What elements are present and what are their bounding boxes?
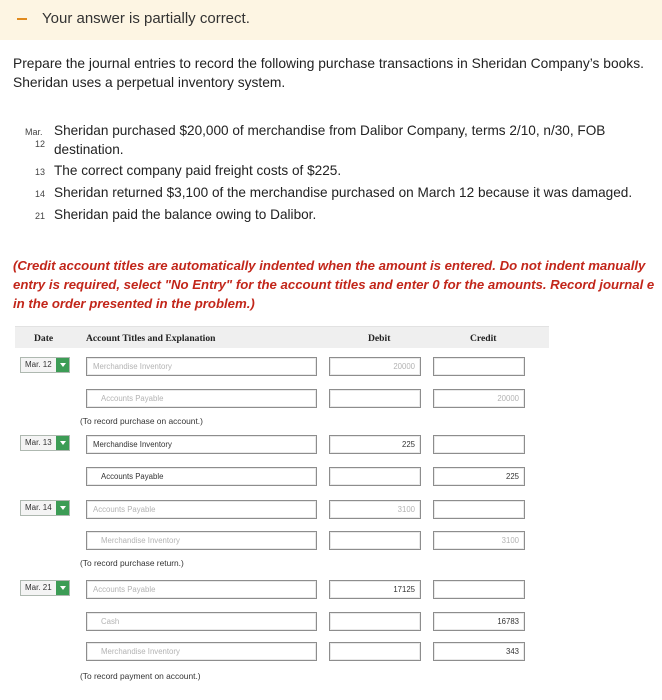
transaction-text: The correct company paid freight costs of $225. — [54, 163, 342, 178]
date-select[interactable] — [20, 580, 70, 596]
header-credit: Credit — [470, 333, 497, 344]
chevron-down-icon[interactable] — [56, 581, 69, 595]
feedback-banner — [0, 0, 662, 40]
transaction-day: 14 — [35, 189, 46, 199]
date-select[interactable] — [20, 500, 70, 516]
date-value: Mar. 13 — [25, 438, 52, 447]
debit-input[interactable]: 3100 — [329, 500, 421, 519]
debit-input[interactable] — [329, 642, 421, 661]
problem-statement: Prepare the journal entries to record the following purchase transactions in Sheridan Company’s books. Sheridan uses a perpetual inventory system. — [13, 56, 644, 90]
transaction-day: 13 — [35, 167, 46, 177]
transaction-text: Sheridan returned $3,100 of the merchandise purchased on March 12 because it was damaged. — [54, 185, 633, 200]
account-input[interactable]: Merchandise Inventory — [86, 531, 317, 550]
credit-input[interactable]: 16783 — [433, 612, 525, 631]
credit-input[interactable] — [433, 500, 525, 519]
debit-input[interactable] — [329, 389, 421, 408]
credit-input[interactable]: 3100 — [433, 531, 525, 550]
instructions-line: (Credit account titles are automatically indented when the amount is entered. Do not indent manually — [13, 258, 646, 273]
credit-input[interactable]: 343 — [433, 642, 525, 661]
date-value: Mar. 12 — [25, 360, 52, 369]
date-select[interactable] — [20, 435, 70, 451]
header-date: Date — [34, 333, 54, 344]
debit-input[interactable] — [329, 467, 421, 486]
instructions-line: in the order presented in the problem.) — [13, 296, 255, 311]
transaction-day: 21 — [35, 211, 46, 221]
instructions-line: entry is required, select "No Entry" for the account titles and enter 0 for the amounts. Record journal e — [13, 277, 655, 292]
minus-icon — [17, 18, 27, 20]
debit-input[interactable] — [329, 531, 421, 550]
account-input[interactable]: Cash — [86, 612, 317, 631]
account-input[interactable]: Merchandise Inventory — [86, 357, 317, 376]
transaction-text: Sheridan paid the balance owing to Dalibor. — [54, 207, 317, 222]
debit-input[interactable]: 20000 — [329, 357, 421, 376]
debit-input[interactable] — [329, 612, 421, 631]
account-input[interactable]: Accounts Payable — [86, 467, 317, 486]
debit-input[interactable]: 225 — [329, 435, 421, 454]
debit-input[interactable]: 17125 — [329, 580, 421, 599]
credit-input[interactable] — [433, 435, 525, 454]
feedback-text: Your answer is partially correct. — [42, 10, 250, 27]
account-input[interactable]: Accounts Payable — [86, 580, 317, 599]
transaction-text: destination. — [54, 142, 124, 157]
date-value: Mar. 14 — [25, 503, 52, 512]
account-input[interactable]: Merchandise Inventory — [86, 435, 317, 454]
chevron-down-icon[interactable] — [56, 501, 69, 515]
entry-explanation: (To record purchase on account.) — [80, 416, 203, 426]
chevron-down-icon[interactable] — [56, 436, 69, 450]
account-input[interactable]: Accounts Payable — [86, 389, 317, 408]
instructions — [13, 256, 662, 313]
credit-input[interactable]: 225 — [433, 467, 525, 486]
header-account: Account Titles and Explanation — [86, 333, 216, 344]
transaction-month: Mar. — [25, 127, 43, 137]
header-debit: Debit — [368, 333, 391, 344]
entry-explanation: (To record purchase return.) — [80, 558, 184, 568]
account-input[interactable]: Accounts Payable — [86, 500, 317, 519]
chevron-down-icon[interactable] — [56, 358, 69, 372]
date-value: Mar. 21 — [25, 583, 52, 592]
credit-input[interactable]: 20000 — [433, 389, 525, 408]
entry-explanation: (To record payment on account.) — [80, 671, 201, 681]
account-input[interactable]: Merchandise Inventory — [86, 642, 317, 661]
date-select[interactable] — [20, 357, 70, 373]
transaction-text: Sheridan purchased $20,000 of merchandise from Dalibor Company, terms 2/10, n/30, FOB — [54, 123, 606, 138]
credit-input[interactable] — [433, 357, 525, 376]
credit-input[interactable] — [433, 580, 525, 599]
journal-table-header — [15, 326, 549, 348]
transaction-day: 12 — [35, 139, 46, 149]
